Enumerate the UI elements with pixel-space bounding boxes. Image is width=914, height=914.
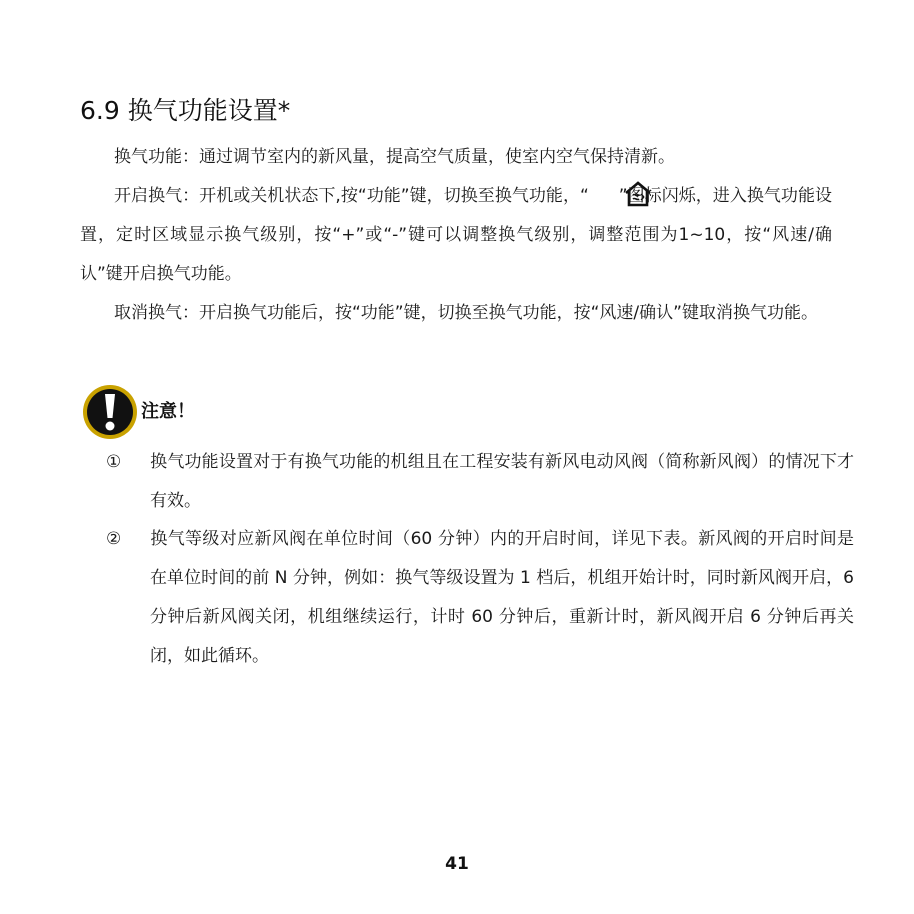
note-item-text: 换气功能设置对于有换气功能的机组且在工程安装有新风电动风阀（简称新风阀）的情况下才有效。 [150, 452, 854, 511]
note-item [106, 443, 854, 521]
note-item-text: 换气等级对应新风阀在单位时间（60 分钟）内的开启时间，详见下表。新风阀的开启时间是在单位时间的前 N 分钟，例如：换气等级设置为 1 档后，机组开始计时，同时新风阀开启，6 分钟后新风阀关闭，机组继续运行，计时 60 分钟后，重新计时，新风阀开启 6 分钟后再关闭，如此循环。 [150, 529, 854, 666]
house-ventilation-icon [590, 181, 618, 207]
note-label: 注意！ [141, 401, 195, 422]
paragraph-enable-text-a: 开启换气：开机或关机状态下,按“功能”键，切换至换气功能，“ [114, 186, 589, 206]
paragraph-enable [80, 177, 832, 294]
paragraph-cancel: 取消换气：开启换气功能后，按“功能”键，切换至换气功能，按“风速/确认”键取消换气功能。 [114, 303, 818, 323]
paragraph-enable-text-b: ”图标闪烁，进入换气功能设置，定时区域显示换气级别，按“+”或“-”键可以调整换气级别，调整范围为1~10，按“风速/确认”键开启换气功能。 [80, 186, 833, 284]
exclamation-warning-icon [82, 384, 138, 440]
paragraph-intro: 换气功能：通过调节室内的新风量，提高空气质量，使室内空气保持清新。 [114, 147, 675, 167]
page-number: 41 [445, 854, 469, 874]
note-item-number: ② [106, 529, 122, 549]
note-item-number: ① [106, 452, 122, 472]
note-item [106, 520, 854, 676]
section-title: 6.9 换气功能设置* [80, 96, 291, 125]
